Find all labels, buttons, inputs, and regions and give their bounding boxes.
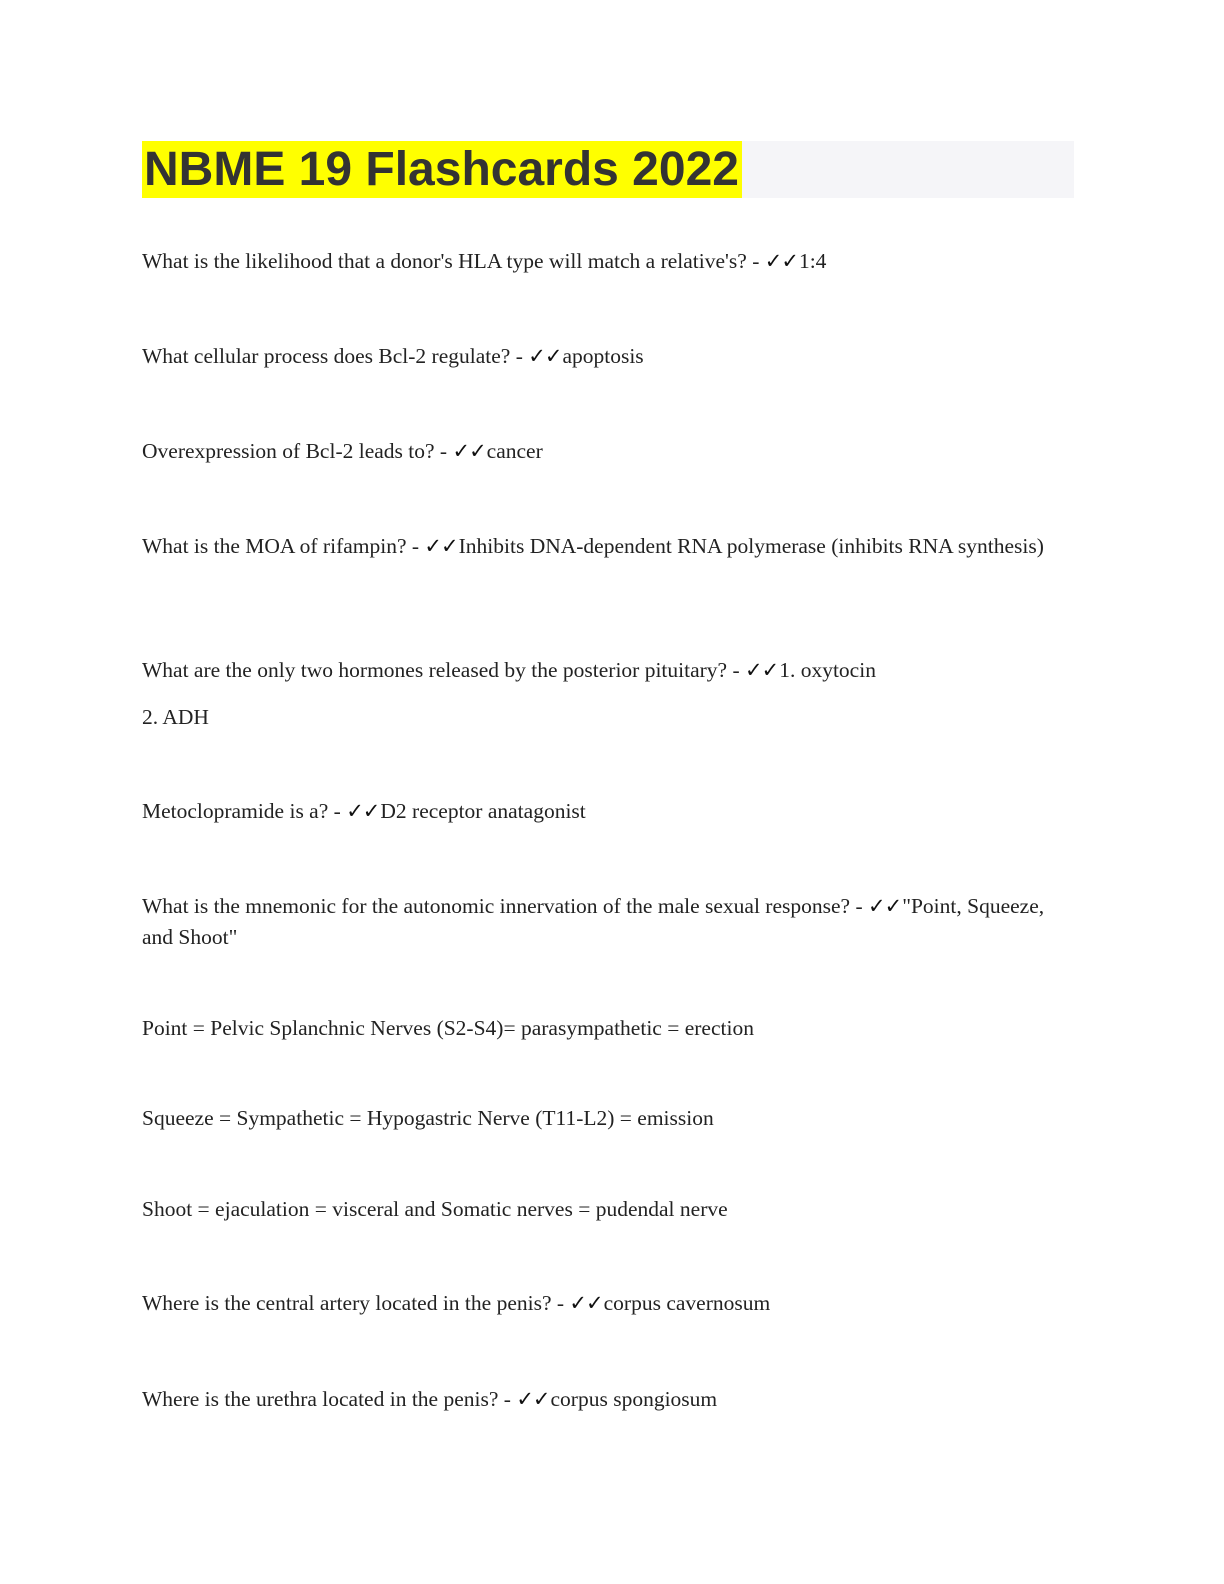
question-text: Metoclopramide is a? - xyxy=(142,799,347,823)
answer-text: D2 receptor anatagonist xyxy=(380,799,586,823)
flashcard-mnemonic xyxy=(142,891,1062,953)
answer-text: corpus spongiosum xyxy=(550,1387,718,1411)
flashcard-urethra xyxy=(142,1384,717,1415)
note-shoot: Shoot = ejaculation = visceral and Somatic nerves = pudendal nerve xyxy=(142,1197,728,1221)
question-text: What is the MOA of rifampin? - xyxy=(142,534,425,558)
double-check-icon: ✓✓ xyxy=(745,658,779,682)
question-text: Where is the urethra located in the penis? - xyxy=(142,1387,517,1411)
double-check-icon: ✓✓ xyxy=(452,439,486,463)
question-text: What is the likelihood that a donor's HLA type will match a relative's? - xyxy=(142,249,765,273)
answer-text: Inhibits DNA-dependent RNA polymerase (inhibits RNA synthesis) xyxy=(458,534,1044,558)
question-text: What is the mnemonic for the autonomic innervation of the male sexual response? - xyxy=(142,894,868,918)
answer-text: 2. ADH xyxy=(142,705,209,729)
flashcard-rifampin xyxy=(142,531,1062,562)
double-check-icon: ✓✓ xyxy=(868,894,902,918)
flashcard-posterior-pituitary-line2 xyxy=(142,702,209,733)
question-text: What cellular process does Bcl-2 regulate? - xyxy=(142,344,529,368)
question-text: Where is the central artery located in the penis? - xyxy=(142,1291,570,1315)
double-check-icon: ✓✓ xyxy=(764,249,798,273)
note-point: Point = Pelvic Splanchnic Nerves (S2-S4)= parasympathetic = erection xyxy=(142,1016,754,1040)
double-check-icon: ✓✓ xyxy=(424,534,458,558)
double-check-icon: ✓✓ xyxy=(569,1291,603,1315)
answer-text: apoptosis xyxy=(562,344,644,368)
flashcard-posterior-pituitary xyxy=(142,655,876,686)
flashcard-hla xyxy=(142,246,826,277)
question-text: Overexpression of Bcl-2 leads to? - xyxy=(142,439,453,463)
flashcard-bcl2-process xyxy=(142,341,644,372)
double-check-icon: ✓✓ xyxy=(346,799,380,823)
answer-text: 1:4 xyxy=(798,249,827,273)
question-text: What are the only two hormones released by the posterior pituitary? - xyxy=(142,658,745,682)
answer-text: 1. oxytocin xyxy=(779,658,876,682)
double-check-icon: ✓✓ xyxy=(528,344,562,368)
flashcard-bcl2-overexpression xyxy=(142,436,543,467)
answer-text: corpus cavernosum xyxy=(603,1291,771,1315)
answer-text: "Point, Squeeze, and Shoot" xyxy=(142,894,1045,949)
flashcard-central-artery xyxy=(142,1288,770,1319)
page-title: NBME 19 Flashcards 2022 xyxy=(142,141,742,198)
flashcard-metoclopramide xyxy=(142,796,586,827)
answer-text: cancer xyxy=(486,439,543,463)
double-check-icon: ✓✓ xyxy=(516,1387,550,1411)
note-squeeze: Squeeze = Sympathetic = Hypogastric Nerve (T11-L2) = emission xyxy=(142,1106,714,1130)
